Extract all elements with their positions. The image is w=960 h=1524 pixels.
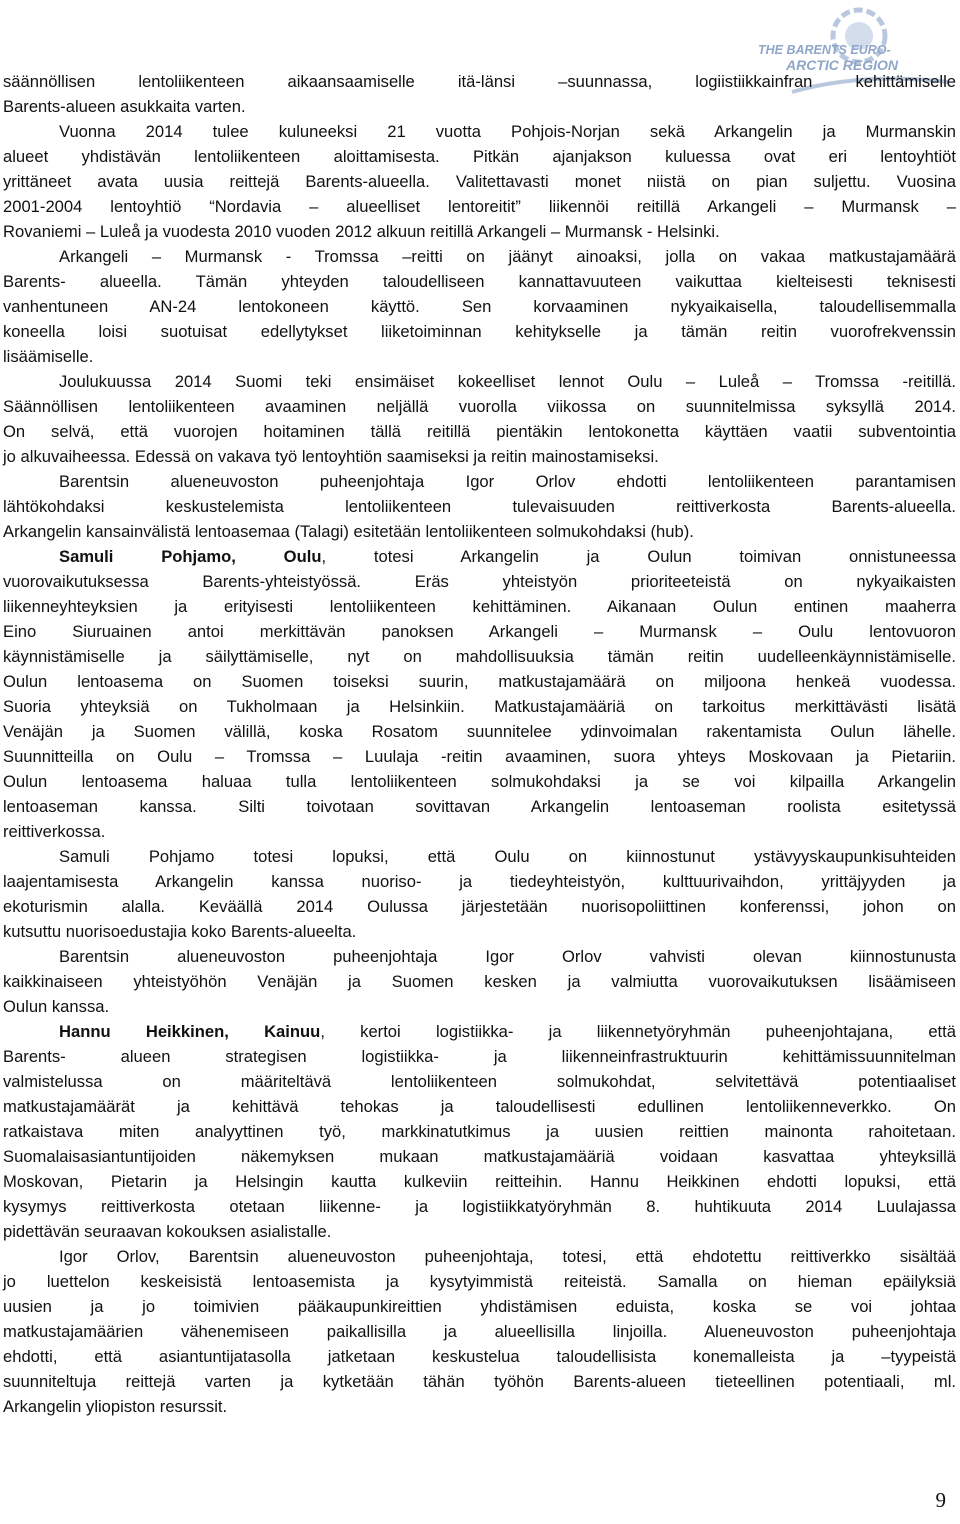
text-line — [3, 494, 956, 519]
text-line — [3, 944, 956, 969]
text-line — [3, 744, 956, 769]
text-line-content: Suomalaisasiantuntijoiden näkemyksen mukaan matkustajamääriä voidaan kasvattaa yhteyksillä — [3, 1147, 956, 1166]
text-line-content: 2001-2004 lentoyhtiö “Nordavia – alueelliset lentoreitit” liikennöi reitillä Arkangeli – Murmansk – — [3, 197, 956, 216]
text-line-content: ekoturismin alalla. Keväällä 2014 Oulussa järjestetään nuorisopoliittinen konferenssi, johon on — [3, 897, 956, 916]
text-line-content: lähtökohdaksi keskustelemista lentoliikenteen tulevaisuuden reittiverkosta Barents-alueella. — [3, 497, 956, 516]
text-line-content: Joulukuussa 2014 Suomi teki ensimäiset kokeelliset lennot Oulu – Luleå – Tromssa -reitillä. — [59, 372, 956, 391]
text-line-content: pidettävän seuraavan kokouksen asialistalle. — [3, 1222, 332, 1241]
text-line — [3, 144, 956, 169]
text-line — [3, 94, 956, 119]
text-line — [3, 1244, 956, 1269]
text-line — [3, 1069, 956, 1094]
text-line-content: ratkaistava miten analyyttinen työ, markkinatutkimus ja uusien reittien mainonta rahoitetaan. — [3, 1122, 956, 1141]
text-line-content: yrittäneet avata uusia reittejä Barents-alueella. Valitettavasti monet niistä on pian suljettu. Vuosina — [3, 172, 956, 191]
text-line — [3, 344, 956, 369]
text-line — [3, 1169, 956, 1194]
text-line — [3, 519, 956, 544]
text-line-content: Barentsin alueneuvoston puheenjohtaja Igor Orlov vahvisti olevan kiinnostunusta — [59, 947, 956, 966]
text-line — [3, 1344, 956, 1369]
text-line-content: matkustajamäärät ja kehittävä tehokas ja taloudellisesti edullinen lentoliikenneverkko. On — [3, 1097, 956, 1116]
page-number: 9 — [935, 1488, 946, 1512]
speaker-name: Hannu Heikkinen, Kainuu — [59, 1022, 321, 1041]
text-line-content: kysymys reittiverkosta otetaan liikenne- ja logistiikkatyöryhmän 8. huhtikuuta 2014 Luulajassa — [3, 1197, 956, 1216]
text-line — [3, 919, 956, 944]
text-line — [3, 1294, 956, 1319]
text-line-content: Suoria yhteyksiä on Tukholmaan ja Helsinkiin. Matkustajamääriä on tarkoitus merkittävästi lisätä — [3, 697, 956, 716]
text-line-content: koneella loisi suotuisat edellytykset liiketoiminnan kehitykselle ja tämän reitin vuorofrekvenssin — [3, 322, 956, 341]
text-line — [3, 244, 956, 269]
text-line-content: Oulun lentoasema on Suomen toiseksi suurin, matkustajamäärä on miljoona henkeä vuodessa. — [3, 672, 956, 691]
text-line-content: kaikkinaiseen yhteistyöhön Venäjän ja Suomen kesken ja valmiutta vuorovaikutuksen lisäämiseen — [3, 972, 956, 991]
text-line — [3, 469, 956, 494]
text-line — [3, 1019, 956, 1044]
text-line-content: vanhentuneen AN-24 lentokoneen käyttö. Sen korvaaminen nykyaikaisella, taloudellisemmalla — [3, 297, 956, 316]
text-line-content: lisäämiselle. — [3, 347, 94, 366]
text-line — [3, 894, 956, 919]
text-line — [3, 719, 956, 744]
text-line — [3, 844, 956, 869]
text-line — [3, 969, 956, 994]
text-line-content: Eino Siuruainen antoi merkittävän panoksen Arkangeli – Murmansk – Oulu lentovuoron — [3, 622, 956, 641]
text-line-content: käynnistämiselle ja säilyttämiselle, nyt on mahdollisuuksia tämän reitin uudelleenkäynnistämiselle. — [3, 647, 956, 666]
text-line — [3, 269, 956, 294]
text-line — [3, 194, 956, 219]
text-line — [3, 1044, 956, 1069]
text-line — [3, 1269, 956, 1294]
text-line-content: Säännöllisen lentoliikenteen avaaminen neljällä vuorolla viikossa on suunnitelmissa syksyllä 2014. — [3, 397, 956, 416]
logo-line-1: THE BARENTS EURO- — [758, 43, 891, 57]
text-line — [3, 319, 956, 344]
text-line-content: uusien ja jo toimivien pääkaupunkireittien yhdistämisen eduista, koska se voi johtaa — [3, 1297, 956, 1316]
text-line — [3, 169, 956, 194]
text-line — [3, 1394, 956, 1419]
text-line-content: Samuli Pohjamo totesi lopuksi, että Oulu on kiinnostunut ystävyyskaupunkisuhteiden — [59, 847, 956, 866]
text-line — [3, 644, 956, 669]
text-line — [3, 219, 956, 244]
text-line-content: Oulun lentoasema haluaa tulla lentoliikenteen solmukohdaksi ja se voi kilpailla Arkangelin — [3, 772, 956, 791]
text-line-content: reittiverkossa. — [3, 822, 106, 841]
text-line — [3, 619, 956, 644]
text-line — [3, 369, 956, 394]
text-line-content: Rovaniemi – Luleå ja vuodesta 2010 vuoden 2012 alkuun reitillä Arkangeli – Murmansk - Helsinki. — [3, 222, 720, 241]
text-line-content: liikenneyhteyksien ja erityisesti lentoliikenteen kehittäminen. Aikanaan Oulun entinen maaherra — [3, 597, 956, 616]
text-line-content: Barentsin alueneuvoston puheenjohtaja Igor Orlov ehdotti lentoliikenteen parantamisen — [59, 472, 956, 491]
text-line — [3, 1119, 956, 1144]
text-line-content: vuorovaikutuksessa Barents-yhteistyössä. Eräs yhteistyön prioriteeteistä on nykyaikaisten — [3, 572, 956, 591]
text-line — [3, 869, 956, 894]
text-line — [3, 444, 956, 469]
text-line-content: Venäjän ja Suomen välillä, koska Rosatom suunnitelee ydinvoimalan rakentamista Oulun lähelle. — [3, 722, 956, 741]
text-line — [3, 819, 956, 844]
text-line-content: alueet yhdistävän lentoliikenteen aloittamisesta. Pitkän ajanjakson kuluessa ovat eri lentoyhtiöt — [3, 147, 956, 166]
text-line-content: Arkangeli – Murmansk - Tromssa –reitti on jäänyt ainoaksi, jolla on vakaa matkustajamäärä — [59, 247, 956, 266]
logo-line-2: ARCTIC REGION — [786, 57, 898, 73]
text-line-content: Igor Orlov, Barentsin alueneuvoston puheenjohtaja, totesi, että ehdotettu reittiverkko sisältää — [59, 1247, 956, 1266]
text-line-content: On selvä, että vuorojen hoitaminen tällä reitillä pientäkin lentokonetta käyttäen vaatii subventointia — [3, 422, 956, 441]
text-line-content: laajentamisesta Arkangelin kanssa nuoriso- ja tiedeyhteistyön, kulttuurivaihdon, yrittäjyyden ja — [3, 872, 956, 891]
text-line-content: matkustajamäärien vähenemiseen paikallisilla ja alueellisilla linjoilla. Alueneuvoston puheenjohtaja — [3, 1322, 956, 1341]
text-line-content: jo luettelon keskeisistä lentoasemista ja kysytyimmistä reiteistä. Samalla on hieman epäilyksiä — [3, 1272, 956, 1291]
text-line — [3, 394, 956, 419]
text-line — [3, 669, 956, 694]
text-line — [3, 569, 956, 594]
text-line — [3, 544, 956, 569]
text-line — [3, 294, 956, 319]
text-line — [3, 1369, 956, 1394]
text-line-content: valmistelussa on määriteltävä lentoliikenteen solmukohdat, selvitettävä potentiaaliset — [3, 1072, 956, 1091]
text-line-content: kutsuttu nuorisoedustajia koko Barents-alueelta. — [3, 922, 357, 941]
text-line — [3, 694, 956, 719]
text-line — [3, 1144, 956, 1169]
text-line — [3, 594, 956, 619]
text-line-content: Arkangelin yliopiston resurssit. — [3, 1397, 228, 1416]
text-line-content: lentoaseman kanssa. Silti toivotaan sovittavan Arkangelin lentoaseman roolista esitetyssä — [3, 797, 956, 816]
text-line — [3, 769, 956, 794]
speaker-name: Samuli Pohjamo, Oulu — [59, 547, 322, 566]
text-line-content: säännöllisen lentoliikenteen aikaansaamiselle itä-länsi –suunnassa, logiistiikkainfran kehittämiselle — [3, 72, 956, 91]
text-line — [3, 1094, 956, 1119]
text-line — [3, 119, 956, 144]
text-line-content: Barents- alueella. Tämän yhteyden taloudelliseen kannattavuuteen vaikuttaa kielteisesti teknisesti — [3, 272, 956, 291]
text-line — [3, 794, 956, 819]
text-line — [3, 994, 956, 1019]
text-line-content: , totesi Arkangelin ja Oulun toimivan onnistuneessa — [321, 547, 956, 566]
text-line-content: Moskovan, Pietarin ja Helsingin kautta kulkeviin reitteihin. Hannu Heikkinen ehdotti lopuksi, että — [3, 1172, 956, 1191]
text-line-content: Arkangelin kansainvälistä lentoasemaa (Talagi) esitetään lentoliikenteen solmukohdaksi (hub). — [3, 522, 694, 541]
text-line-content: Vuonna 2014 tulee kuluneeksi 21 vuotta Pohjois-Norjan sekä Arkangelin ja Murmanskin — [59, 122, 956, 141]
text-line-content: Oulun kanssa. — [3, 997, 110, 1016]
text-line — [3, 1319, 956, 1344]
text-line-content: Barents-alueen asukkaita varten. — [3, 97, 246, 116]
text-line-content: , kertoi logistiikka- ja liikennetyöryhmän puheenjohtajana, että — [320, 1022, 956, 1041]
text-line — [3, 69, 956, 94]
text-line-content: jo alkuvaiheessa. Edessä on vakava työ lentoyhtiön saamiseksi ja reitin mainostamiseksi. — [3, 447, 659, 466]
text-line-content: Suunnitteilla on Oulu – Tromssa – Luulaja -reitin avaaminen, suora yhteys Moskovaan ja Pietariin. — [3, 747, 956, 766]
text-line — [3, 1219, 956, 1244]
text-line — [3, 1194, 956, 1219]
text-line-content: ehdotti, että asiantuntijatasolla jatketaan keskustelua taloudellisista konemalleista ja –tyypeistä — [3, 1347, 956, 1366]
text-line-content: Barents- alueen strategisen logistiikka- ja liikenneinfrastruktuurin kehittämissuunnitelman — [3, 1047, 956, 1066]
text-line — [3, 419, 956, 444]
text-line-content: suunniteltuja reittejä varten ja kytketään tähän työhön Barents-alueen tieteellinen potentiaali, ml. — [3, 1372, 956, 1391]
